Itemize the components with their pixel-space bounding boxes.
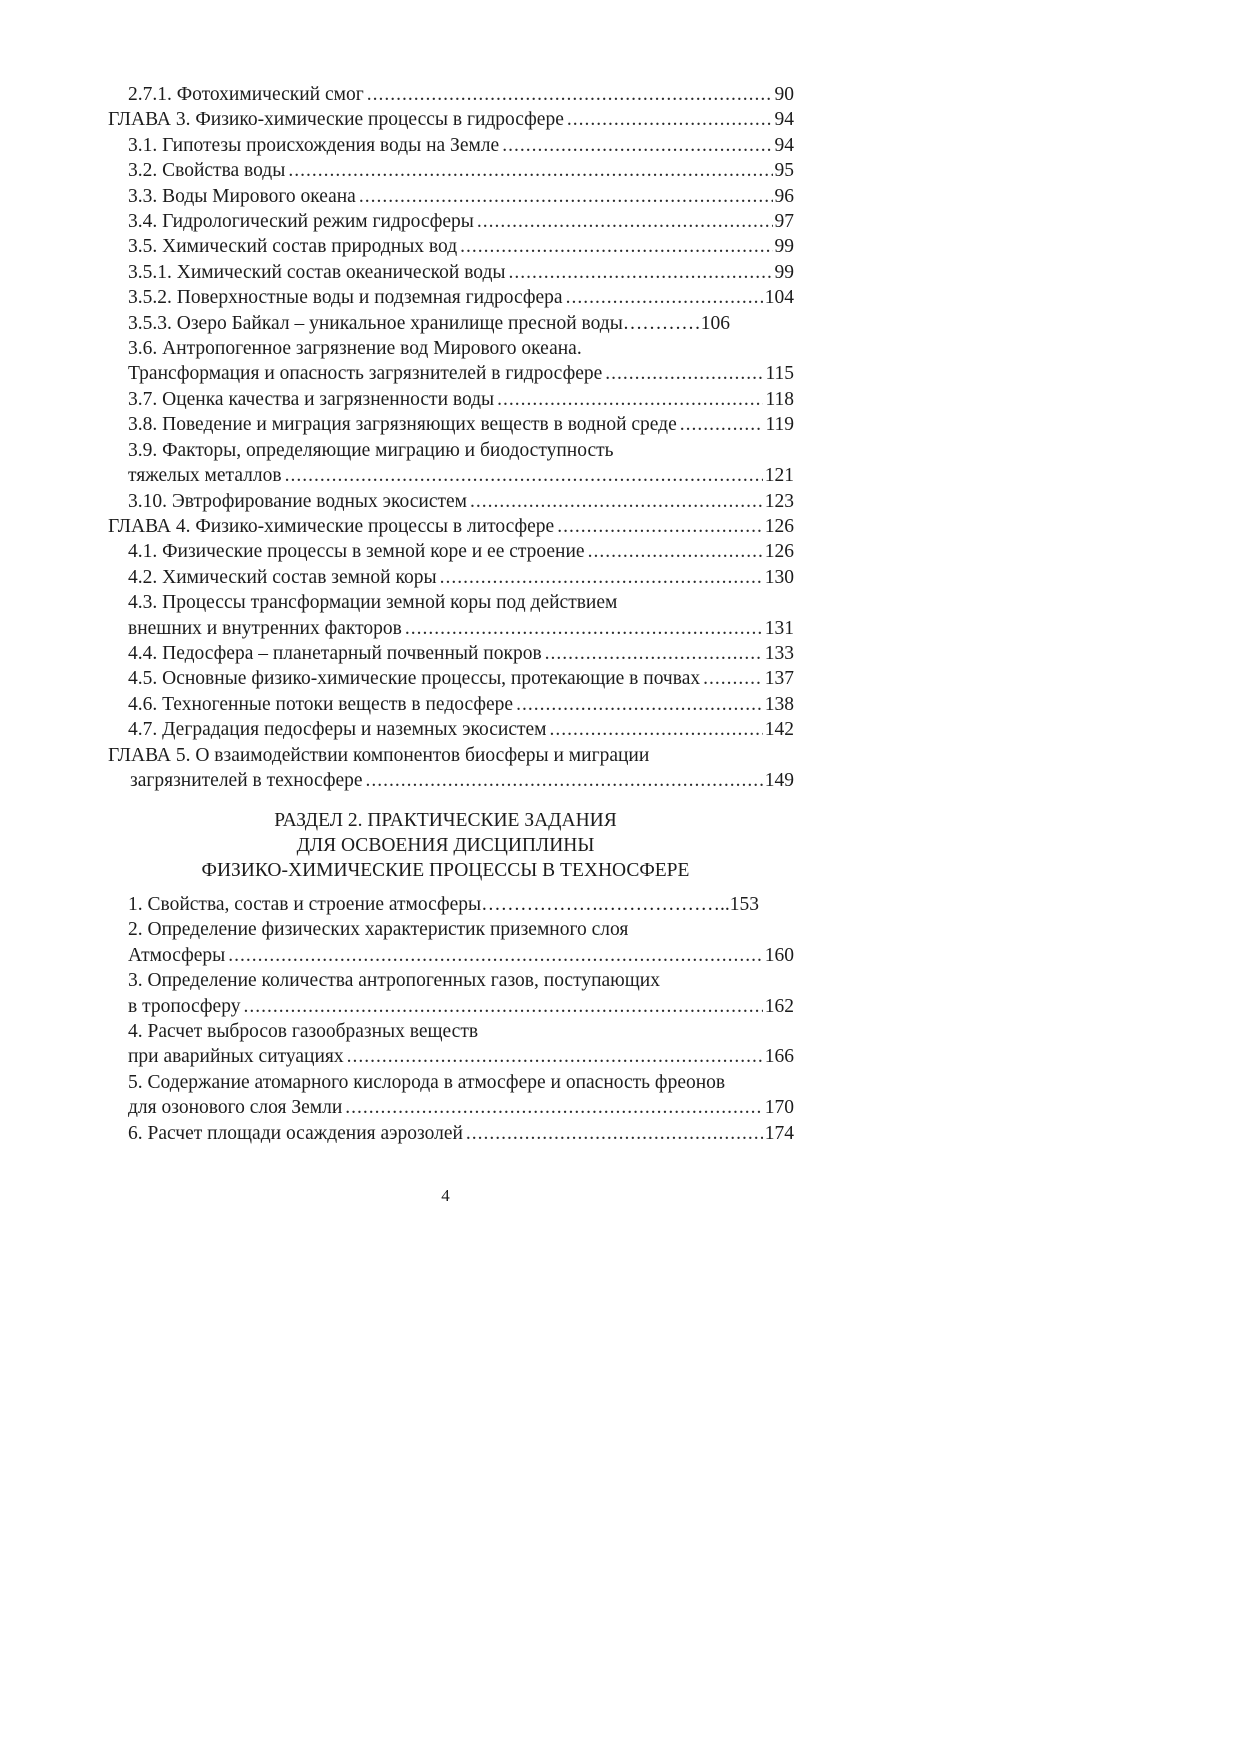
toc-chapter <box>108 768 794 793</box>
task-entry <box>128 994 794 1019</box>
dot-leader <box>405 616 763 641</box>
table-of-contents <box>108 82 794 793</box>
task-entry-line1: 5. Содержание атомарного кислорода в атмосфере и опасность фреонов <box>128 1071 726 1093</box>
toc-entry <box>108 133 794 158</box>
dot-leader <box>288 158 772 183</box>
dot-leader <box>680 412 764 437</box>
toc-entry-page: 126 <box>764 515 794 537</box>
toc-entry-page: 119 <box>765 414 794 436</box>
task-entry-title: при аварийных ситуациях <box>128 1046 344 1068</box>
toc-entry-title-line1: 4.3. Процессы трансформации земной коры под действием <box>128 592 618 614</box>
toc-entry-title: 3.7. Оценка качества и загрязненности воды <box>128 388 495 410</box>
task-entry-page: 166 <box>764 1046 794 1068</box>
toc-entry-title: внешних и внутренних факторов <box>128 617 402 639</box>
toc-entry-title: 4.5. Основные физико-химические процессы, протекающие в почвах <box>128 668 701 690</box>
toc-entry-title: 3.5.2. Поверхностные воды и подземная гидросфера <box>128 287 563 309</box>
task-entry <box>128 1095 794 1120</box>
toc-entry-title-line1: 3.9. Факторы, определяющие миграцию и биодоступность <box>128 439 614 461</box>
toc-entry-page: 131 <box>764 617 794 639</box>
dot-leader <box>477 209 773 234</box>
toc-entry-title: 2.7.1. Фотохимический смог <box>128 84 364 105</box>
toc-entry-title: 4.7. Деградация педосферы и наземных экосистем <box>128 719 547 741</box>
task-entry <box>128 1044 794 1069</box>
dot-leader <box>359 184 773 209</box>
task-entry-page: 174 <box>764 1122 794 1144</box>
dot-leader <box>567 107 773 132</box>
dot-leader <box>243 994 762 1019</box>
dot-leader <box>497 387 763 412</box>
toc-chapter <box>108 514 794 539</box>
dot-leader <box>703 666 763 691</box>
toc-entry <box>108 412 794 437</box>
task-entry-page: 162 <box>764 995 794 1017</box>
toc-entry-title: 3.10. Эвтрофирование водных экосистем <box>128 490 468 512</box>
dot-leader <box>509 260 773 285</box>
toc-entry <box>108 489 794 514</box>
toc-entry-title: 3.4. Гидрологический режим гидросферы <box>128 211 474 233</box>
dot-leader <box>460 234 772 259</box>
toc-entry-page: 121 <box>764 465 794 487</box>
toc-entry-page: 95 <box>774 160 794 182</box>
toc-entry-title: ГЛАВА 4. Физико-химические процессы в литосфере <box>108 515 555 537</box>
toc-entry-title: 4.6. Техногенные потоки веществ в педосфере <box>128 693 514 715</box>
toc-entry <box>108 209 794 234</box>
toc-entry-page: 90 <box>774 84 794 105</box>
task-entry-line1: 3. Определение количества антропогенных газов, поступающих <box>128 970 660 992</box>
toc-entry <box>108 387 794 412</box>
dot-leader <box>345 1095 762 1120</box>
toc-entry-page: 133 <box>764 642 794 664</box>
toc-entry-page: 94 <box>774 134 794 156</box>
dot-leader <box>466 1121 763 1146</box>
dot-leader <box>502 133 772 158</box>
toc-entry-title: 3.5.1. Химический состав океанической воды <box>128 261 506 283</box>
toc-entry-title: 4.4. Педосфера – планетарный почвенный покров <box>128 642 542 664</box>
toc-entry-page: 96 <box>774 185 794 207</box>
toc-entry-page: 126 <box>764 541 794 563</box>
section-heading-line2: ДЛЯ ОСВОЕНИЯ ДИСЦИПЛИНЫ <box>296 835 595 856</box>
dot-leader <box>605 361 763 386</box>
toc-entry <box>108 260 794 285</box>
task-entry <box>128 1121 794 1146</box>
toc-entry-page: 94 <box>774 109 794 131</box>
dot-leader <box>285 463 763 488</box>
toc-entry-page: 97 <box>774 211 794 233</box>
toc-entry <box>108 565 794 590</box>
toc-entry <box>108 361 794 386</box>
toc-entry <box>108 82 794 107</box>
toc-entry-title: Трансформация и опасность загрязнителей в гидросфере <box>128 363 603 385</box>
dot-leader <box>557 514 763 539</box>
toc-entry-title: загрязнителей в техносфере <box>130 769 363 791</box>
toc-entry <box>108 158 794 183</box>
toc-entry <box>108 463 794 488</box>
task-entry-line1: 2. Определение физических характеристик приземного слоя <box>128 919 629 941</box>
toc-chapter-line1: ГЛАВА 5. О взаимодействии компонентов биосферы и миграции <box>108 744 650 766</box>
task-entry-title: Атмосферы <box>128 944 226 966</box>
toc-entry-page: 123 <box>764 490 794 512</box>
toc-entry-title: 4.1. Физические процессы в земной коре и ее строение <box>128 541 585 563</box>
toc-entry <box>108 285 794 310</box>
dot-leader <box>228 943 763 968</box>
section-heading <box>0 808 891 883</box>
toc-entry <box>108 616 794 641</box>
toc-entry-page: 99 <box>774 236 794 258</box>
toc-entry-page: 142 <box>764 719 794 741</box>
toc-entry-page: 104 <box>764 287 794 309</box>
dot-leader <box>470 489 763 514</box>
dot-leader <box>366 768 763 793</box>
toc-entry-page: 99 <box>774 261 794 283</box>
toc-entry <box>108 641 794 666</box>
toc-entry-title: тяжелых металлов <box>128 465 282 487</box>
task-entry-line1: 4. Расчет выбросов газообразных веществ <box>128 1021 479 1043</box>
dot-leader <box>347 1044 763 1069</box>
toc-entry-page: 130 <box>764 566 794 588</box>
dot-leader <box>440 565 763 590</box>
toc-entry-title: 3.3. Воды Мирового океана <box>128 185 356 207</box>
toc-entry <box>108 717 794 742</box>
dot-leader <box>545 641 763 666</box>
toc-chapter <box>108 107 794 132</box>
toc-entry-title: 3.5. Химический состав природных вод <box>128 236 458 258</box>
toc-entry-title-line1: 3.6. Антропогенное загрязнение вод Мирового океана. <box>128 338 582 360</box>
toc-entry <box>108 539 794 564</box>
toc-entry-title: 4.2. Химический состав земной коры <box>128 566 437 588</box>
dot-leader <box>566 285 763 310</box>
toc-entry-title: 3.1. Гипотезы происхождения воды на Земле <box>128 134 500 156</box>
practical-tasks-list <box>128 892 794 1146</box>
toc-entry-page: 149 <box>764 769 794 791</box>
toc-entry-title: 3.8. Поведение и миграция загрязняющих веществ в водной среде <box>128 414 677 436</box>
task-entry-title: для озонового слоя Земли <box>128 1097 343 1119</box>
toc-entry-title: 3.2. Свойства воды <box>128 160 286 182</box>
toc-entry-page: 115 <box>765 363 794 385</box>
task-entry-page: 160 <box>764 944 794 966</box>
task-entry-title: 6. Расчет площади осаждения аэрозолей <box>128 1122 463 1144</box>
toc-entry-page: 118 <box>765 388 794 410</box>
task-entry <box>128 943 794 968</box>
dot-leader <box>516 692 763 717</box>
task-entry-page: 170 <box>764 1097 794 1119</box>
toc-entry-baikal: 3.5.3. Озеро Байкал – уникальное хранилище пресной воды…………106 <box>128 312 731 334</box>
toc-entry <box>108 184 794 209</box>
task-entry-title: в тропосферу <box>128 995 241 1017</box>
task-entry: 1. Свойства, состав и строение атмосферы……………….………………..153 <box>128 894 760 915</box>
toc-entry-title: ГЛАВА 3. Физико-химические процессы в гидросфере <box>108 109 564 131</box>
dot-leader <box>367 82 773 107</box>
toc-entry-page: 137 <box>764 668 794 690</box>
toc-entry <box>108 234 794 259</box>
toc-entry-page: 138 <box>764 693 794 715</box>
section-heading-line3: ФИЗИКО-ХИМИЧЕСКИЕ ПРОЦЕССЫ В ТЕХНОСФЕРЕ <box>201 860 690 881</box>
section-heading-line1: РАЗДЕЛ 2. ПРАКТИЧЕСКИЕ ЗАДАНИЯ <box>274 810 617 831</box>
toc-entry <box>108 666 794 691</box>
dot-leader <box>550 717 763 742</box>
toc-entry <box>108 692 794 717</box>
page-number: 4 <box>441 1186 450 1205</box>
dot-leader <box>588 539 763 564</box>
